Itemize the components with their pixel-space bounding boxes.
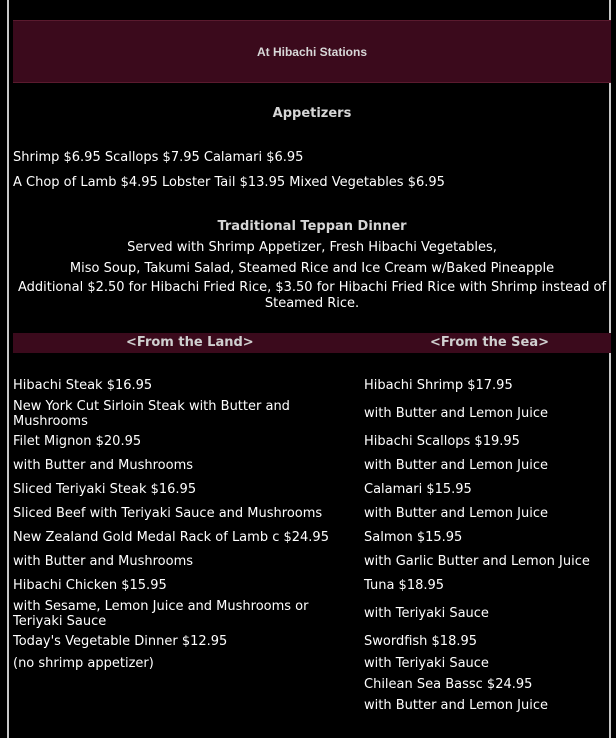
- appetizers-line-2: A Chop of Lamb $4.95 Lobster Tail $13.95 Mixed Vegetables $6.95: [13, 175, 445, 190]
- sea-item: Tuna $18.95: [364, 578, 445, 593]
- land-item: Hibachi Chicken $15.95: [13, 578, 167, 593]
- sea-item: Hibachi Scallops $19.95: [364, 434, 520, 449]
- sea-item: with Butter and Lemon Juice: [364, 698, 548, 713]
- sea-item: with Butter and Lemon Juice: [364, 406, 548, 421]
- land-item: New Zealand Gold Medal Rack of Lamb c $24.95: [13, 530, 329, 545]
- sea-item: Hibachi Shrimp $17.95: [364, 378, 513, 393]
- sea-item: with Teriyaki Sauce: [364, 656, 489, 671]
- teppan-line-2: Miso Soup, Takumi Salad, Steamed Rice and Ice Cream w/Baked Pineapple: [69, 261, 555, 276]
- land-column-header: <From the Land>: [126, 335, 254, 350]
- sea-item: Salmon $15.95: [364, 530, 463, 545]
- land-item: with Butter and Mushrooms: [13, 458, 194, 473]
- teppan-line-1: Served with Shrimp Appetizer, Fresh Hibachi Vegetables,: [127, 240, 497, 255]
- appetizers-heading: Appetizers: [272, 106, 352, 121]
- land-item: Filet Mignon $20.95: [13, 434, 142, 449]
- teppan-heading: Traditional Teppan Dinner: [217, 219, 407, 234]
- land-item: (no shrimp appetizer): [13, 656, 154, 671]
- appetizers-line-1: Shrimp $6.95 Scallops $7.95 Calamari $6.95: [13, 150, 304, 165]
- land-item: Sliced Beef with Teriyaki Sauce and Mushrooms: [13, 506, 323, 521]
- sea-item: with Teriyaki Sauce: [364, 606, 489, 621]
- land-item: Hibachi Steak $16.95: [13, 378, 153, 393]
- sea-item: with Garlic Butter and Lemon Juice: [364, 554, 590, 569]
- land-item: New York Cut Sirloin Steak with Butter and Mushrooms: [13, 399, 290, 429]
- sea-item: Swordfish $18.95: [364, 634, 478, 649]
- teppan-line-3: Additional $2.50 for Hibachi Fried Rice, $3.50 for Hibachi Fried Rice with Shrimp instead of Steamed Rice.: [17, 280, 607, 311]
- sea-item: Chilean Sea Bassc $24.95: [364, 677, 533, 692]
- section-banner: [13, 20, 611, 83]
- sea-item: Calamari $15.95: [364, 482, 472, 497]
- land-item: Sliced Teriyaki Steak $16.95: [13, 482, 197, 497]
- land-item: with Butter and Mushrooms: [13, 554, 194, 569]
- sea-item: with Butter and Lemon Juice: [364, 506, 548, 521]
- banner-title: At Hibachi Stations: [256, 44, 367, 59]
- sea-item: with Butter and Lemon Juice: [364, 458, 548, 473]
- land-item: with Sesame, Lemon Juice and Mushrooms or Teriyaki Sauce: [13, 599, 309, 629]
- sea-column-header: <From the Sea>: [430, 335, 550, 350]
- land-item: Today's Vegetable Dinner $12.95: [13, 634, 228, 649]
